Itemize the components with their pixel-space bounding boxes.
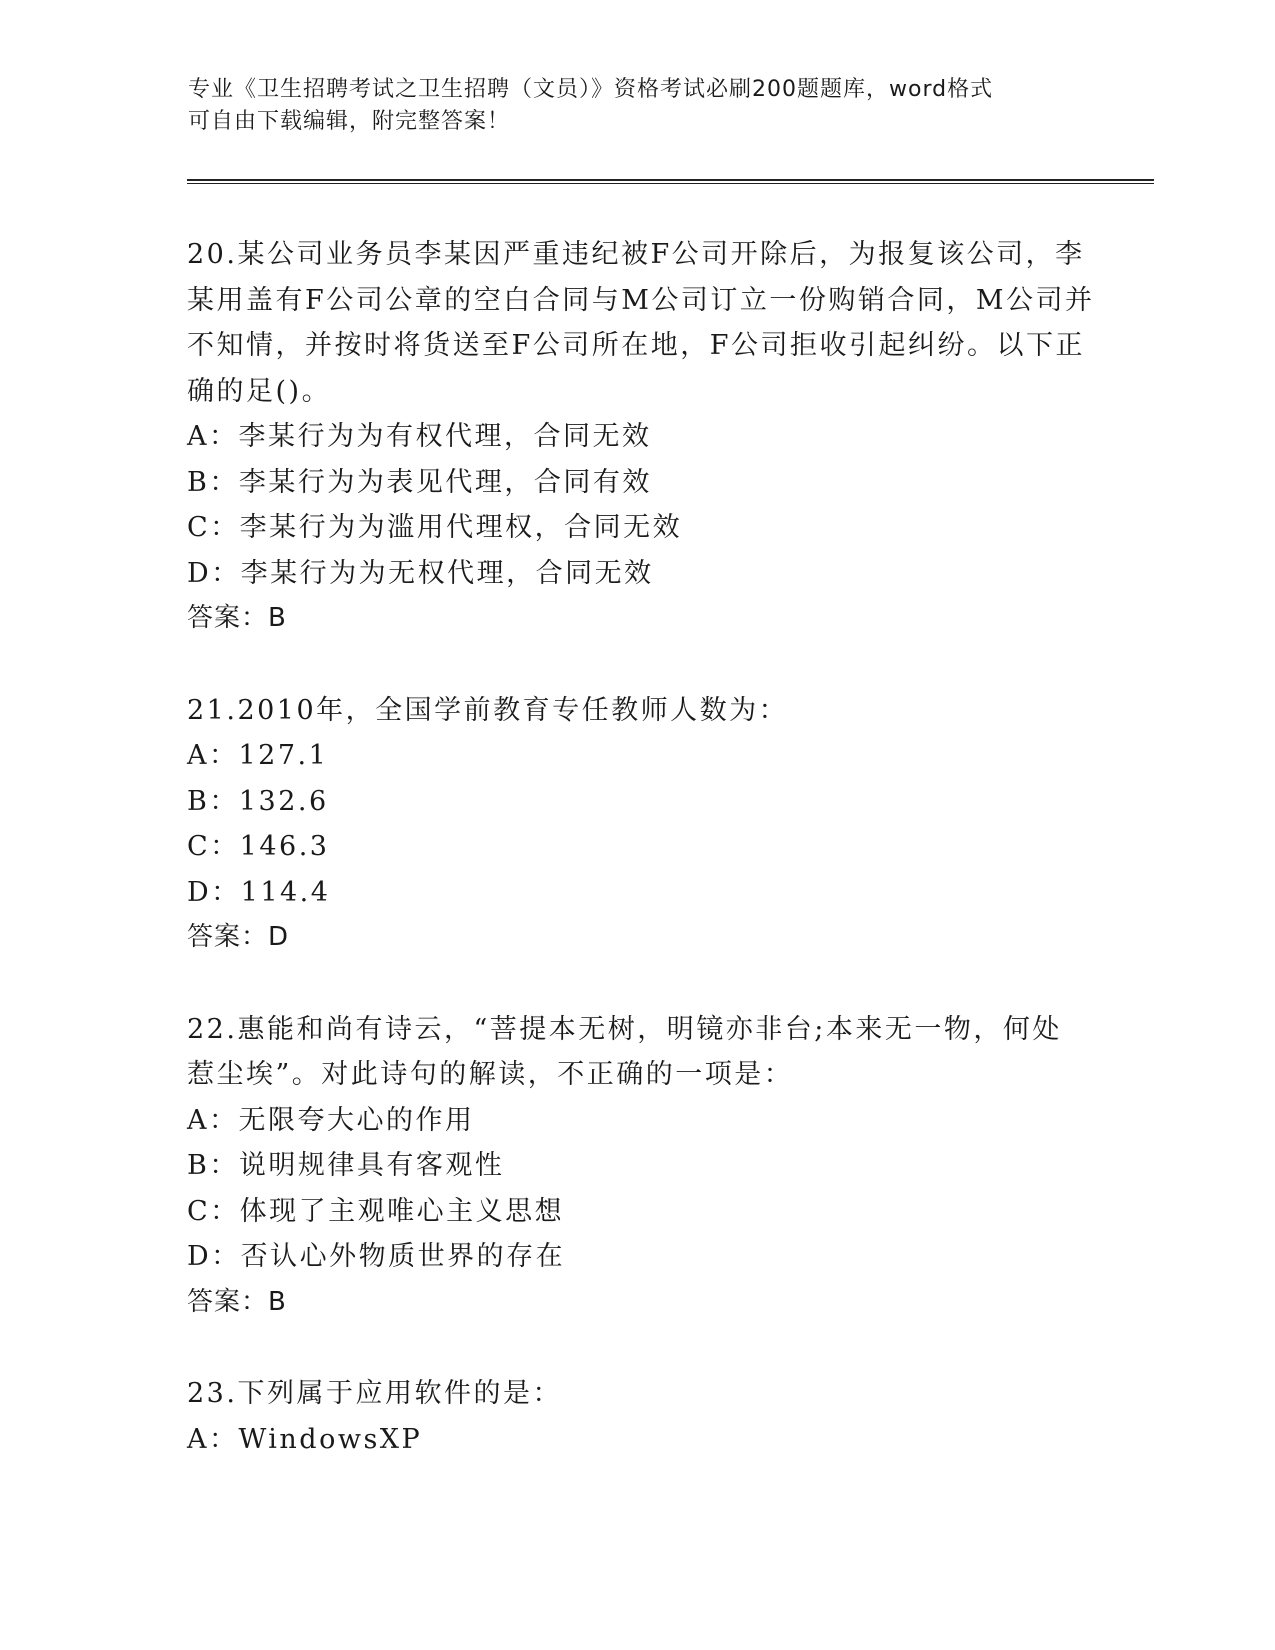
header-divider <box>187 179 1154 184</box>
option-d: D：114.4 <box>187 876 331 908</box>
option-c: C：146.3 <box>187 831 330 862</box>
option-d: D：李某行为为无权代理，合同无效 <box>187 557 654 589</box>
question-stem-line: 22.惠能和尚有诗云，“菩提本无树，明镜亦非台;本来无一物，何处 <box>187 1013 1062 1045</box>
option-a: A：127.1 <box>187 740 329 771</box>
option-b: B：132.6 <box>187 785 329 817</box>
option-b: B：说明规律具有客观性 <box>187 1150 505 1181</box>
answer: 答案：B <box>187 1286 287 1317</box>
question-20 <box>187 232 1095 642</box>
question-stem-line: 惹尘埃”。对此诗句的解读，不正确的一项是： <box>187 1059 794 1090</box>
question-23 <box>187 1371 1087 1462</box>
option-a: A：无限夸大心的作用 <box>187 1104 475 1136</box>
question-22 <box>187 1007 1087 1326</box>
question-21 <box>187 688 1087 961</box>
question-stem-line: 23.下列属于应用软件的是： <box>187 1378 562 1409</box>
option-d: D：否认心外物质世界的存在 <box>187 1241 566 1272</box>
answer: 答案：D <box>187 922 290 952</box>
option-a: A：WindowsXP <box>187 1423 423 1455</box>
option-c: C：体现了主观唯心主义思想 <box>187 1195 565 1227</box>
option-c: C：李某行为为滥用代理权，合同无效 <box>187 512 683 543</box>
answer: 答案：B <box>187 603 287 633</box>
question-list <box>187 232 1095 1508</box>
question-stem-line: 21.2010年，全国学前教育专任教师人数为： <box>187 694 789 726</box>
question-stem-line: 不知情，并按时将货送至F公司所在地，F公司拒收引起纠纷。以下正 <box>187 330 1085 361</box>
question-stem-line: 20.某公司业务员李某因严重违纪被F公司开除后，为报复该公司，李 <box>187 239 1085 270</box>
question-stem-line: 某用盖有F公司公章的空白合同与M公司订立一份购销合同，M公司并 <box>187 284 1095 316</box>
header-line: 可自由下载编辑，附完整答案！ <box>188 109 511 134</box>
header-line: 专业《卫生招聘考试之卫生招聘（文员）》资格考试必刷200题题库，word格式 <box>188 77 994 102</box>
option-a: A：李某行为为有权代理，合同无效 <box>187 421 652 452</box>
question-stem-line: 确的足()。 <box>187 375 332 407</box>
option-b: B：李某行为为表见代理，合同有效 <box>187 466 652 498</box>
document-header <box>188 74 1088 138</box>
